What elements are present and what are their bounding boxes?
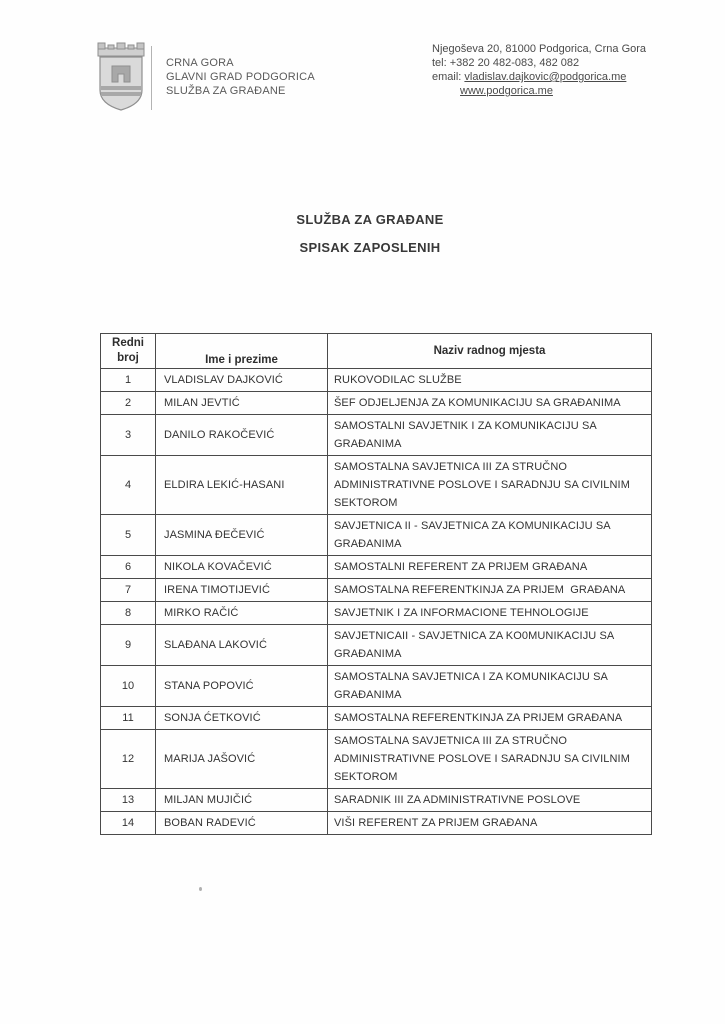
table-row — [101, 812, 652, 835]
table-row — [101, 730, 652, 789]
col-header-redni-broj — [101, 334, 156, 369]
org-line-service: SLUŽBA ZA GRAĐANE — [166, 85, 286, 97]
cell-ime-i-prezime: SLAĐANA LAKOVIĆ — [156, 625, 328, 666]
cell-ime-i-prezime: ELDIRA LEKIĆ-HASANI — [156, 456, 328, 515]
table-row — [101, 579, 652, 602]
col-header-ime-i-prezime: Ime i prezime — [156, 334, 328, 369]
cell-redni-broj: 3 — [101, 415, 156, 456]
cell-naziv-radnog-mjesta: SAVJETNICAII - SAVJETNICA ZA KO0MUNIKACIJU SA GRAĐANIMA — [328, 625, 652, 666]
cell-redni-broj: 13 — [101, 789, 156, 812]
cell-ime-i-prezime: SONJA ĆETKOVIĆ — [156, 707, 328, 730]
cell-redni-broj: 6 — [101, 556, 156, 579]
org-line-city: GLAVNI GRAD PODGORICA — [166, 71, 315, 83]
cell-naziv-radnog-mjesta: SAMOSTALNA REFERENTKINJA ZA PRIJEM GRAĐANA — [328, 579, 652, 602]
contact-email-link: vladislav.dajkovic@podgorica.me — [464, 71, 627, 83]
table-row — [101, 602, 652, 625]
contact-website-link: www.podgorica.me — [460, 85, 553, 97]
contact-phone: tel: +382 20 482-083, 482 082 — [432, 57, 580, 69]
cell-naziv-radnog-mjesta: SARADNIK III ZA ADMINISTRATIVNE POSLOVE — [328, 789, 652, 812]
cell-naziv-radnog-mjesta: SAMOSTALNI REFERENT ZA PRIJEM GRAĐANA — [328, 556, 652, 579]
cell-ime-i-prezime: MIRKO RAČIĆ — [156, 602, 328, 625]
cell-ime-i-prezime: NIKOLA KOVAČEVIĆ — [156, 556, 328, 579]
cell-redni-broj: 12 — [101, 730, 156, 789]
shield-icon — [100, 57, 142, 110]
table-header-row — [101, 334, 652, 369]
cell-redni-broj: 11 — [101, 707, 156, 730]
cell-redni-broj: 4 — [101, 456, 156, 515]
contact-email-label: email: — [432, 71, 462, 83]
cell-ime-i-prezime: VLADISLAV DAJKOVIĆ — [156, 369, 328, 392]
table-row — [101, 515, 652, 556]
cell-ime-i-prezime: STANA POPOVIĆ — [156, 666, 328, 707]
cell-redni-broj: 1 — [101, 369, 156, 392]
letterhead-contact-block — [432, 42, 646, 98]
cell-redni-broj: 5 — [101, 515, 156, 556]
col-header-redni: Redni — [112, 337, 144, 349]
cell-naziv-radnog-mjesta: SAVJETNIK I ZA INFORMACIONE TEHNOLOGIJE — [328, 602, 652, 625]
table-row — [101, 415, 652, 456]
col-header-naziv-radnog-mjesta: Naziv radnog mjesta — [328, 334, 652, 369]
cell-ime-i-prezime: MILJAN MUJIČIĆ — [156, 789, 328, 812]
cell-naziv-radnog-mjesta: ŠEF ODJELJENJA ZA KOMUNIKACIJU SA GRAĐANIMA — [328, 392, 652, 415]
table-row — [101, 369, 652, 392]
cell-redni-broj: 9 — [101, 625, 156, 666]
cell-ime-i-prezime: MILAN JEVTIĆ — [156, 392, 328, 415]
contact-address: Njegoševa 20, 81000 Podgorica, Crna Gora — [432, 43, 647, 55]
cell-naziv-radnog-mjesta: VIŠI REFERENT ZA PRIJEM GRAĐANA — [328, 812, 652, 835]
contact-email-line — [432, 70, 646, 84]
cell-ime-i-prezime: DANILO RAKOČEVIĆ — [156, 415, 328, 456]
org-line-country: CRNA GORA — [166, 57, 234, 69]
col-header-broj: broj — [117, 352, 139, 364]
cell-naziv-radnog-mjesta: SAMOSTALNA REFERENTKINJA ZA PRIJEM GRAĐANA — [328, 707, 652, 730]
document-title: SLUŽBA ZA GRAĐANE — [296, 212, 444, 227]
cell-ime-i-prezime: JASMINA ĐEČEVIĆ — [156, 515, 328, 556]
table-row — [101, 556, 652, 579]
cell-naziv-radnog-mjesta: SAVJETNICA II - SAVJETNICA ZA KOMUNIKACIJU SA GRAĐANIMA — [328, 515, 652, 556]
cell-naziv-radnog-mjesta: SAMOSTALNA SAVJETNICA III ZA STRUČNO ADMINISTRATIVNE POSLOVE I SARADNJU SA CIVILNIM SEKTOROM — [328, 456, 652, 515]
cell-redni-broj: 7 — [101, 579, 156, 602]
table-row — [101, 707, 652, 730]
cell-naziv-radnog-mjesta: RUKOVODILAC SLUŽBE — [328, 369, 652, 392]
table-row — [101, 392, 652, 415]
letterhead-divider — [151, 46, 152, 110]
scan-speck — [199, 887, 202, 891]
crown-icon — [98, 43, 144, 56]
cell-redni-broj: 14 — [101, 812, 156, 835]
cell-ime-i-prezime: BOBAN RADEVIĆ — [156, 812, 328, 835]
table-row — [101, 456, 652, 515]
cell-redni-broj: 10 — [101, 666, 156, 707]
employee-table — [100, 333, 652, 835]
cell-naziv-radnog-mjesta: SAMOSTALNI SAVJETNIK I ZA KOMUNIKACIJU SA GRAĐANIMA — [328, 415, 652, 456]
title-block — [0, 212, 725, 268]
cell-naziv-radnog-mjesta: SAMOSTALNA SAVJETNICA I ZA KOMUNIKACIJU SA GRAĐANIMA — [328, 666, 652, 707]
cell-ime-i-prezime: MARIJA JAŠOVIĆ — [156, 730, 328, 789]
cell-ime-i-prezime: IRENA TIMOTIJEVIĆ — [156, 579, 328, 602]
letterhead-org-block — [166, 56, 315, 98]
podgorica-coat-of-arms-logo — [95, 42, 147, 112]
table-row — [101, 789, 652, 812]
table-row — [101, 666, 652, 707]
table-row — [101, 625, 652, 666]
document-subtitle: SPISAK ZAPOSLENIH — [299, 240, 441, 255]
cell-redni-broj: 2 — [101, 392, 156, 415]
cell-naziv-radnog-mjesta: SAMOSTALNA SAVJETNICA III ZA STRUČNO ADMINISTRATIVNE POSLOVE I SARADNJU SA CIVILNIM SEKTOROM — [328, 730, 652, 789]
cell-redni-broj: 8 — [101, 602, 156, 625]
